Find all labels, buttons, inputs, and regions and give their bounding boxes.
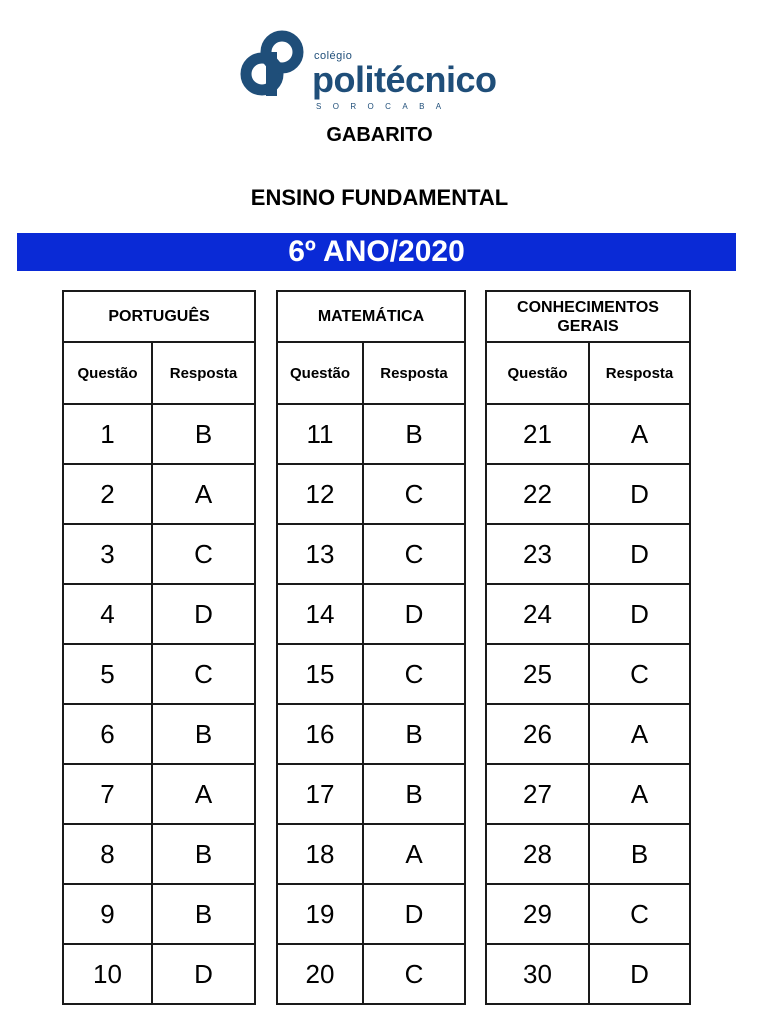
- table-row: [486, 524, 690, 584]
- answer-column-header: Resposta: [589, 342, 690, 404]
- answer-letter: D: [589, 944, 690, 1004]
- question-number: 12: [277, 464, 363, 524]
- answer-letter: B: [152, 884, 255, 944]
- table-row: [277, 824, 465, 884]
- answer-letter: B: [589, 824, 690, 884]
- question-number: 3: [63, 524, 152, 584]
- answer-letter: A: [363, 824, 465, 884]
- question-number: 15: [277, 644, 363, 704]
- answer-letter: C: [363, 524, 465, 584]
- page-title: GABARITO: [326, 124, 433, 146]
- table-row: [63, 824, 255, 884]
- table-row: [277, 584, 465, 644]
- question-column-header: Questão: [486, 342, 589, 404]
- answer-letter: A: [152, 464, 255, 524]
- question-number: 5: [63, 644, 152, 704]
- question-number: 13: [277, 524, 363, 584]
- question-number: 30: [486, 944, 589, 1004]
- table-row: [63, 644, 255, 704]
- answer-letter: C: [152, 524, 255, 584]
- answer-letter: D: [589, 464, 690, 524]
- answer-letter: B: [363, 764, 465, 824]
- answer-table-portugues: [62, 290, 256, 1005]
- logo-mark-icon: [238, 22, 310, 106]
- question-number: 27: [486, 764, 589, 824]
- question-number: 17: [277, 764, 363, 824]
- table-row: [486, 584, 690, 644]
- logo-small-text: colégio: [314, 50, 353, 62]
- table-row: [277, 644, 465, 704]
- table-row: [486, 704, 690, 764]
- table-row: [277, 464, 465, 524]
- table-row: [277, 884, 465, 944]
- table-row: [277, 944, 465, 1004]
- table-row: [277, 524, 465, 584]
- answer-letter: D: [363, 584, 465, 644]
- answer-letter: A: [589, 764, 690, 824]
- question-number: 8: [63, 824, 152, 884]
- question-number: 24: [486, 584, 589, 644]
- table-row: [63, 704, 255, 764]
- answer-table-matematica: [276, 290, 466, 1005]
- question-number: 11: [277, 404, 363, 464]
- table-row: [63, 584, 255, 644]
- table-row: [63, 404, 255, 464]
- answer-letter: D: [589, 584, 690, 644]
- answer-column-header: Resposta: [363, 342, 465, 404]
- answer-letter: B: [152, 404, 255, 464]
- question-number: 23: [486, 524, 589, 584]
- subject-header: MATEMÁTICA: [277, 291, 465, 342]
- subject-header: CONHECIMENTOS GERAIS: [486, 291, 690, 342]
- question-number: 4: [63, 584, 152, 644]
- question-number: 14: [277, 584, 363, 644]
- question-column-header: Questão: [63, 342, 152, 404]
- answer-letter: C: [363, 644, 465, 704]
- question-number: 16: [277, 704, 363, 764]
- answer-letter: C: [589, 884, 690, 944]
- question-number: 6: [63, 704, 152, 764]
- question-number: 28: [486, 824, 589, 884]
- table-row: [63, 524, 255, 584]
- answer-letter: B: [363, 404, 465, 464]
- answer-letter: A: [152, 764, 255, 824]
- question-number: 20: [277, 944, 363, 1004]
- answer-letter: C: [152, 644, 255, 704]
- answer-column-header: Resposta: [152, 342, 255, 404]
- table-row: [63, 884, 255, 944]
- question-number: 10: [63, 944, 152, 1004]
- question-number: 19: [277, 884, 363, 944]
- table-row: [486, 944, 690, 1004]
- table-row: [486, 644, 690, 704]
- school-logo: [238, 22, 500, 112]
- question-number: 7: [63, 764, 152, 824]
- answer-letter: B: [152, 824, 255, 884]
- question-number: 25: [486, 644, 589, 704]
- logo-name: politécnico: [312, 59, 497, 100]
- table-row: [486, 884, 690, 944]
- answer-letter: A: [589, 404, 690, 464]
- page-subtitle: ENSINO FUNDAMENTAL: [250, 185, 509, 210]
- answer-letter: D: [589, 524, 690, 584]
- table-row: [277, 704, 465, 764]
- question-number: 21: [486, 404, 589, 464]
- answer-letter: D: [152, 584, 255, 644]
- question-number: 18: [277, 824, 363, 884]
- table-row: [486, 464, 690, 524]
- question-number: 29: [486, 884, 589, 944]
- question-number: 9: [63, 884, 152, 944]
- answer-letter: C: [363, 464, 465, 524]
- table-row: [277, 764, 465, 824]
- table-row: [486, 824, 690, 884]
- question-column-header: Questão: [277, 342, 363, 404]
- answer-letter: C: [589, 644, 690, 704]
- answer-table-conhecimentos-gerais: [485, 290, 691, 1005]
- question-number: 2: [63, 464, 152, 524]
- question-number: 26: [486, 704, 589, 764]
- grade-banner: 6º ANO/2020: [17, 233, 736, 271]
- table-row: [486, 764, 690, 824]
- answer-letter: D: [363, 884, 465, 944]
- subject-header: PORTUGUÊS: [63, 291, 255, 342]
- question-number: 22: [486, 464, 589, 524]
- answer-letter: A: [589, 704, 690, 764]
- table-row: [63, 464, 255, 524]
- table-row: [63, 764, 255, 824]
- question-number: 1: [63, 404, 152, 464]
- answer-letter: C: [363, 944, 465, 1004]
- table-row: [63, 944, 255, 1004]
- answer-letter: B: [152, 704, 255, 764]
- answer-letter: B: [363, 704, 465, 764]
- logo-city: SOROCABA: [316, 102, 453, 111]
- answer-letter: D: [152, 944, 255, 1004]
- table-row: [277, 404, 465, 464]
- table-row: [486, 404, 690, 464]
